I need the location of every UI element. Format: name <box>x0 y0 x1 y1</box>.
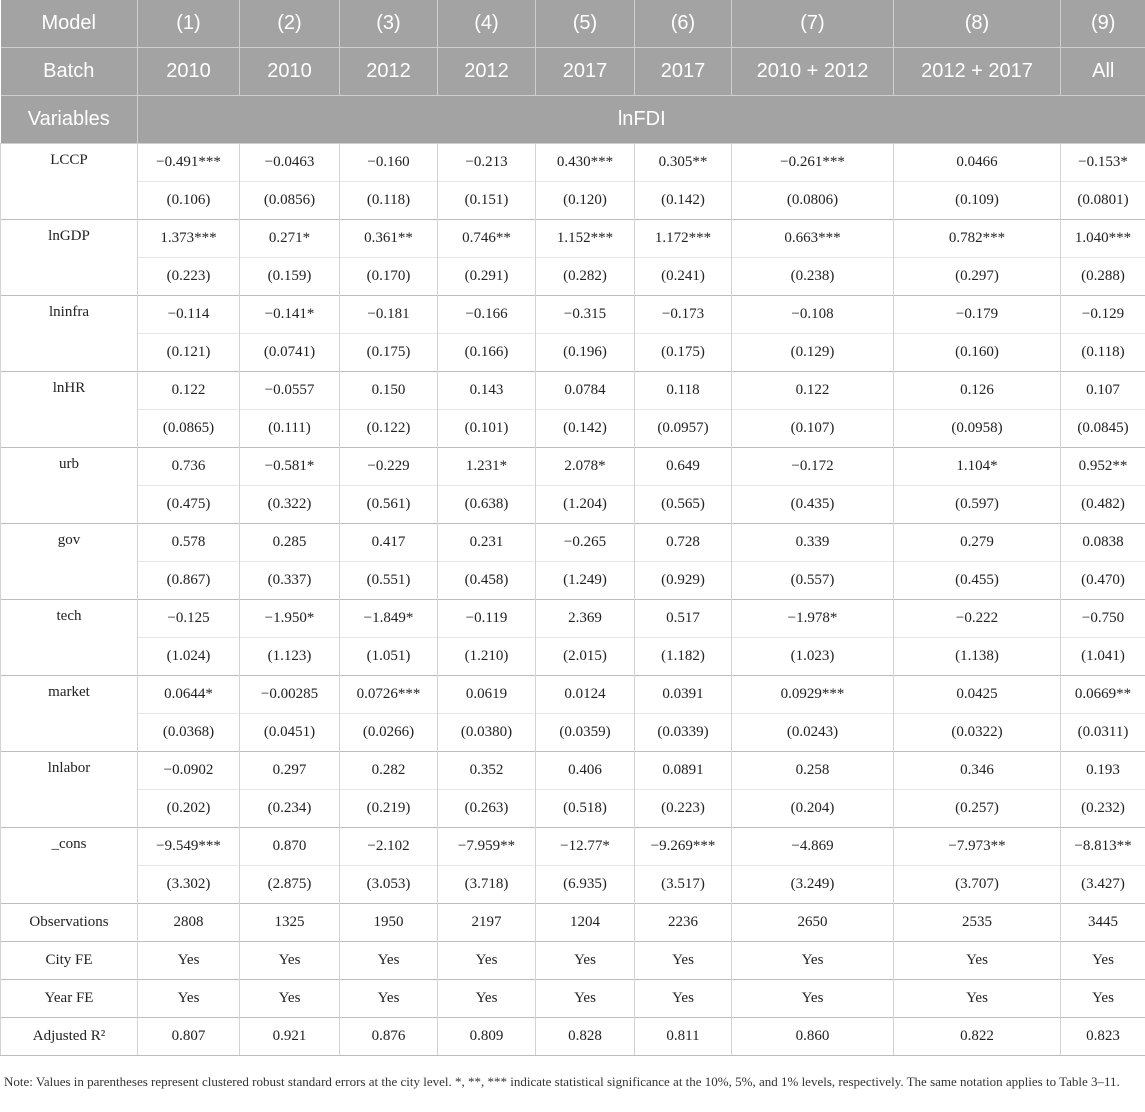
standard-error-cell: (0.291) <box>438 258 536 296</box>
variable-name: LCCP <box>1 144 138 220</box>
table-row <box>1 638 1145 676</box>
table-row <box>1 714 1145 752</box>
coefficient-cell: −0.181 <box>340 296 438 334</box>
standard-error-cell: (0.0311) <box>1061 714 1145 752</box>
standard-error-cell: (0.0266) <box>340 714 438 752</box>
standard-error-cell: (0.234) <box>240 790 340 828</box>
standard-error-cell: (2.875) <box>240 866 340 904</box>
statistic-name: Year FE <box>1 980 138 1018</box>
coefficient-cell: −0.265 <box>536 524 635 562</box>
coefficient-cell: −0.114 <box>138 296 240 334</box>
standard-error-cell: (0.106) <box>138 182 240 220</box>
standard-error-cell: (0.232) <box>1061 790 1145 828</box>
statistic-cell: 0.921 <box>240 1018 340 1056</box>
variable-name: lnGDP <box>1 220 138 296</box>
standard-error-cell: (0.0368) <box>138 714 240 752</box>
dependent-variable: lnFDI <box>138 96 1145 144</box>
table-body <box>1 144 1145 1056</box>
standard-error-cell: (0.166) <box>438 334 536 372</box>
standard-error-cell: (0.122) <box>340 410 438 448</box>
statistic-cell: Yes <box>732 980 894 1018</box>
standard-error-cell: (0.159) <box>240 258 340 296</box>
standard-error-cell: (0.0845) <box>1061 410 1145 448</box>
table-header <box>1 0 1145 144</box>
coefficient-cell: 0.649 <box>635 448 732 486</box>
statistic-cell: 2197 <box>438 904 536 942</box>
variable-name: gov <box>1 524 138 600</box>
coefficient-cell: −0.0902 <box>138 752 240 790</box>
coefficient-cell: −0.172 <box>732 448 894 486</box>
coefficient-cell: 0.0644* <box>138 676 240 714</box>
model-number: (9) <box>1061 0 1145 48</box>
standard-error-cell: (0.202) <box>138 790 240 828</box>
statistic-cell: Yes <box>138 942 240 980</box>
coefficient-cell: 0.578 <box>138 524 240 562</box>
standard-error-cell: (0.597) <box>894 486 1061 524</box>
batch-value: 2017 <box>536 48 635 96</box>
standard-error-cell: (1.210) <box>438 638 536 676</box>
standard-error-cell: (0.238) <box>732 258 894 296</box>
model-number: (7) <box>732 0 894 48</box>
statistic-cell: 0.807 <box>138 1018 240 1056</box>
coefficient-cell: 0.728 <box>635 524 732 562</box>
coefficient-cell: 0.193 <box>1061 752 1145 790</box>
statistic-cell: Yes <box>240 980 340 1018</box>
statistic-cell: 0.809 <box>438 1018 536 1056</box>
standard-error-cell: (0.0359) <box>536 714 635 752</box>
statistic-cell: 2808 <box>138 904 240 942</box>
standard-error-cell: (2.015) <box>536 638 635 676</box>
standard-error-cell: (1.051) <box>340 638 438 676</box>
variable-name: tech <box>1 600 138 676</box>
standard-error-cell: (0.101) <box>438 410 536 448</box>
coefficient-cell: 0.361** <box>340 220 438 258</box>
variable-name: _cons <box>1 828 138 904</box>
table-row <box>1 220 1145 258</box>
statistic-cell: Yes <box>340 980 438 1018</box>
batch-value: 2010 + 2012 <box>732 48 894 96</box>
table-note: Note: Values in parentheses represent clustered robust standard errors at the city level. *, **, *** indicate statistical significance at the 10%, 5%, and 1% levels, respectively. The same notation applies to Table 3–11. <box>4 1074 1120 1089</box>
coefficient-cell: 0.952** <box>1061 448 1145 486</box>
standard-error-cell: (0.0339) <box>635 714 732 752</box>
standard-error-cell: (3.053) <box>340 866 438 904</box>
statistic-cell: 2535 <box>894 904 1061 942</box>
statistic-cell: 2650 <box>732 904 894 942</box>
coefficient-cell: −7.959** <box>438 828 536 866</box>
coefficient-cell: −0.491*** <box>138 144 240 182</box>
standard-error-cell: (0.518) <box>536 790 635 828</box>
model-number: (1) <box>138 0 240 48</box>
statistic-cell: 1325 <box>240 904 340 942</box>
coefficient-cell: −0.00285 <box>240 676 340 714</box>
batch-value: 2012 + 2017 <box>894 48 1061 96</box>
table-row <box>1 562 1145 600</box>
table-row <box>1 448 1145 486</box>
standard-error-cell: (0.455) <box>894 562 1061 600</box>
standard-error-cell: (3.302) <box>138 866 240 904</box>
standard-error-cell: (1.182) <box>635 638 732 676</box>
coefficient-cell: 0.0619 <box>438 676 536 714</box>
standard-error-cell: (0.638) <box>438 486 536 524</box>
standard-error-cell: (0.0380) <box>438 714 536 752</box>
statistic-cell: 0.822 <box>894 1018 1061 1056</box>
coefficient-cell: 0.663*** <box>732 220 894 258</box>
standard-error-cell: (0.219) <box>340 790 438 828</box>
coefficient-cell: −0.0557 <box>240 372 340 410</box>
statistic-cell: Yes <box>732 942 894 980</box>
statistic-cell: 1204 <box>536 904 635 942</box>
model-number: (3) <box>340 0 438 48</box>
statistic-cell: Yes <box>894 980 1061 1018</box>
standard-error-cell: (0.297) <box>894 258 1061 296</box>
standard-error-cell: (6.935) <box>536 866 635 904</box>
coefficient-cell: −0.222 <box>894 600 1061 638</box>
statistic-cell: Yes <box>635 980 732 1018</box>
coefficient-cell: 0.0838 <box>1061 524 1145 562</box>
standard-error-cell: (0.263) <box>438 790 536 828</box>
coefficient-cell: −1.978* <box>732 600 894 638</box>
coefficient-cell: 1.373*** <box>138 220 240 258</box>
table-row <box>1 296 1145 334</box>
variable-name: urb <box>1 448 138 524</box>
standard-error-cell: (0.322) <box>240 486 340 524</box>
table-row <box>1 600 1145 638</box>
standard-error-cell: (0.0958) <box>894 410 1061 448</box>
coefficient-cell: 0.736 <box>138 448 240 486</box>
statistic-cell: 0.823 <box>1061 1018 1145 1056</box>
standard-error-cell: (0.0806) <box>732 182 894 220</box>
batch-value: All <box>1061 48 1145 96</box>
standard-error-cell: (0.118) <box>340 182 438 220</box>
table-row <box>1 524 1145 562</box>
standard-error-cell: (3.718) <box>438 866 536 904</box>
batch-value: 2012 <box>340 48 438 96</box>
coefficient-cell: 0.346 <box>894 752 1061 790</box>
coefficient-cell: −0.581* <box>240 448 340 486</box>
standard-error-cell: (0.482) <box>1061 486 1145 524</box>
batch-row <box>1 48 1145 96</box>
statistic-cell: Yes <box>1061 942 1145 980</box>
coefficient-cell: 0.231 <box>438 524 536 562</box>
table-row <box>1 790 1145 828</box>
coefficient-cell: 0.0124 <box>536 676 635 714</box>
model-number: (8) <box>894 0 1061 48</box>
standard-error-cell: (1.023) <box>732 638 894 676</box>
coefficient-cell: −0.108 <box>732 296 894 334</box>
standard-error-cell: (1.123) <box>240 638 340 676</box>
standard-error-cell: (0.109) <box>894 182 1061 220</box>
statistic-cell: 0.860 <box>732 1018 894 1056</box>
coefficient-cell: −0.160 <box>340 144 438 182</box>
coefficient-cell: −2.102 <box>340 828 438 866</box>
table-row <box>1 942 1145 980</box>
statistic-cell: Yes <box>438 942 536 980</box>
coefficient-cell: −0.153* <box>1061 144 1145 182</box>
standard-error-cell: (0.142) <box>536 410 635 448</box>
standard-error-cell: (0.107) <box>732 410 894 448</box>
coefficient-cell: −0.0463 <box>240 144 340 182</box>
standard-error-cell: (0.867) <box>138 562 240 600</box>
batch-value: 2010 <box>138 48 240 96</box>
standard-error-cell: (3.427) <box>1061 866 1145 904</box>
table-row <box>1 904 1145 942</box>
variable-name: lninfra <box>1 296 138 372</box>
coefficient-cell: −1.950* <box>240 600 340 638</box>
coefficient-cell: 0.352 <box>438 752 536 790</box>
coefficient-cell: 0.150 <box>340 372 438 410</box>
model-number: (4) <box>438 0 536 48</box>
coefficient-cell: 0.0391 <box>635 676 732 714</box>
coefficient-cell: −0.750 <box>1061 600 1145 638</box>
coefficient-cell: −7.973** <box>894 828 1061 866</box>
coefficient-cell: 2.369 <box>536 600 635 638</box>
coefficient-cell: 1.172*** <box>635 220 732 258</box>
standard-error-cell: (0.151) <box>438 182 536 220</box>
coefficient-cell: 0.0929*** <box>732 676 894 714</box>
standard-error-cell: (3.249) <box>732 866 894 904</box>
coefficient-cell: 0.339 <box>732 524 894 562</box>
standard-error-cell: (0.557) <box>732 562 894 600</box>
coefficient-cell: 2.078* <box>536 448 635 486</box>
standard-error-cell: (1.204) <box>536 486 635 524</box>
coefficient-cell: 0.870 <box>240 828 340 866</box>
coefficient-cell: 1.040*** <box>1061 220 1145 258</box>
table-row <box>1 182 1145 220</box>
statistic-cell: 2236 <box>635 904 732 942</box>
standard-error-cell: (3.517) <box>635 866 732 904</box>
statistic-name: City FE <box>1 942 138 980</box>
table-row <box>1 1018 1145 1056</box>
coefficient-cell: 0.0466 <box>894 144 1061 182</box>
coefficient-cell: 0.417 <box>340 524 438 562</box>
standard-error-cell: (1.041) <box>1061 638 1145 676</box>
table-row <box>1 676 1145 714</box>
standard-error-cell: (1.024) <box>138 638 240 676</box>
model-number: (5) <box>536 0 635 48</box>
variables-row <box>1 96 1145 144</box>
coefficient-cell: 0.746** <box>438 220 536 258</box>
statistic-cell: 3445 <box>1061 904 1145 942</box>
standard-error-cell: (0.0451) <box>240 714 340 752</box>
coefficient-cell: 0.271* <box>240 220 340 258</box>
standard-error-cell: (0.470) <box>1061 562 1145 600</box>
coefficient-cell: −0.119 <box>438 600 536 638</box>
table-row <box>1 486 1145 524</box>
coefficient-cell: 0.782*** <box>894 220 1061 258</box>
statistic-cell: Yes <box>340 942 438 980</box>
coefficient-cell: −8.813** <box>1061 828 1145 866</box>
standard-error-cell: (0.282) <box>536 258 635 296</box>
statistic-cell: Yes <box>138 980 240 1018</box>
statistic-cell: Yes <box>635 942 732 980</box>
coefficient-cell: −12.77* <box>536 828 635 866</box>
coefficient-cell: −0.129 <box>1061 296 1145 334</box>
standard-error-cell: (0.204) <box>732 790 894 828</box>
coefficient-cell: 0.517 <box>635 600 732 638</box>
standard-error-cell: (1.138) <box>894 638 1061 676</box>
standard-error-cell: (0.288) <box>1061 258 1145 296</box>
standard-error-cell: (0.120) <box>536 182 635 220</box>
coefficient-cell: 1.231* <box>438 448 536 486</box>
model-row <box>1 0 1145 48</box>
coefficient-cell: −0.141* <box>240 296 340 334</box>
standard-error-cell: (0.129) <box>732 334 894 372</box>
coefficient-cell: 0.0784 <box>536 372 635 410</box>
coefficient-cell: 0.107 <box>1061 372 1145 410</box>
coefficient-cell: −0.166 <box>438 296 536 334</box>
statistic-name: Adjusted R² <box>1 1018 138 1056</box>
coefficient-cell: 0.285 <box>240 524 340 562</box>
statistic-cell: Yes <box>894 942 1061 980</box>
statistic-cell: Yes <box>536 942 635 980</box>
variable-name: lnHR <box>1 372 138 448</box>
statistic-cell: 0.876 <box>340 1018 438 1056</box>
standard-error-cell: (0.458) <box>438 562 536 600</box>
standard-error-cell: (0.223) <box>138 258 240 296</box>
standard-error-cell: (0.565) <box>635 486 732 524</box>
coefficient-cell: −4.869 <box>732 828 894 866</box>
standard-error-cell: (0.551) <box>340 562 438 600</box>
coefficient-cell: 1.104* <box>894 448 1061 486</box>
coefficient-cell: −0.229 <box>340 448 438 486</box>
table-row <box>1 980 1145 1018</box>
model-number: (2) <box>240 0 340 48</box>
table-row <box>1 144 1145 182</box>
standard-error-cell: (0.0801) <box>1061 182 1145 220</box>
standard-error-cell: (0.337) <box>240 562 340 600</box>
coefficient-cell: 0.143 <box>438 372 536 410</box>
standard-error-cell: (0.111) <box>240 410 340 448</box>
table-row <box>1 752 1145 790</box>
table-row <box>1 258 1145 296</box>
coefficient-cell: 0.122 <box>138 372 240 410</box>
standard-error-cell: (0.475) <box>138 486 240 524</box>
coefficient-cell: 0.118 <box>635 372 732 410</box>
standard-error-cell: (0.175) <box>340 334 438 372</box>
statistic-cell: 0.828 <box>536 1018 635 1056</box>
coefficient-cell: 0.305** <box>635 144 732 182</box>
standard-error-cell: (0.175) <box>635 334 732 372</box>
standard-error-cell: (0.241) <box>635 258 732 296</box>
table-row <box>1 334 1145 372</box>
standard-error-cell: (0.0856) <box>240 182 340 220</box>
standard-error-cell: (0.142) <box>635 182 732 220</box>
statistic-name: Observations <box>1 904 138 942</box>
batch-value: 2012 <box>438 48 536 96</box>
table-row <box>1 828 1145 866</box>
standard-error-cell: (0.435) <box>732 486 894 524</box>
coefficient-cell: −0.179 <box>894 296 1061 334</box>
coefficient-cell: −0.315 <box>536 296 635 334</box>
standard-error-cell: (0.0243) <box>732 714 894 752</box>
coefficient-cell: 0.0726*** <box>340 676 438 714</box>
coefficient-cell: 0.430*** <box>536 144 635 182</box>
coefficient-cell: 0.279 <box>894 524 1061 562</box>
standard-error-cell: (0.121) <box>138 334 240 372</box>
coefficient-cell: −1.849* <box>340 600 438 638</box>
standard-error-cell: (0.196) <box>536 334 635 372</box>
statistic-cell: Yes <box>438 980 536 1018</box>
coefficient-cell: 0.0891 <box>635 752 732 790</box>
model-number: (6) <box>635 0 732 48</box>
coefficient-cell: −0.125 <box>138 600 240 638</box>
coefficient-cell: 0.297 <box>240 752 340 790</box>
standard-error-cell: (0.0865) <box>138 410 240 448</box>
variable-name: market <box>1 676 138 752</box>
statistic-cell: 0.811 <box>635 1018 732 1056</box>
standard-error-cell: (0.160) <box>894 334 1061 372</box>
standard-error-cell: (0.0957) <box>635 410 732 448</box>
standard-error-cell: (1.249) <box>536 562 635 600</box>
batch-label: Batch <box>1 48 138 96</box>
standard-error-cell: (0.929) <box>635 562 732 600</box>
standard-error-cell: (0.561) <box>340 486 438 524</box>
standard-error-cell: (0.0322) <box>894 714 1061 752</box>
coefficient-cell: −0.213 <box>438 144 536 182</box>
coefficient-cell: 1.152*** <box>536 220 635 258</box>
standard-error-cell: (0.257) <box>894 790 1061 828</box>
table-row <box>1 866 1145 904</box>
coefficient-cell: −0.173 <box>635 296 732 334</box>
coefficient-cell: 0.282 <box>340 752 438 790</box>
coefficient-cell: 0.122 <box>732 372 894 410</box>
statistic-cell: Yes <box>536 980 635 1018</box>
statistic-cell: 1950 <box>340 904 438 942</box>
coefficient-cell: 0.126 <box>894 372 1061 410</box>
coefficient-cell: 0.406 <box>536 752 635 790</box>
variables-label: Variables <box>1 96 138 144</box>
batch-value: 2017 <box>635 48 732 96</box>
table-row <box>1 372 1145 410</box>
coefficient-cell: −0.261*** <box>732 144 894 182</box>
batch-value: 2010 <box>240 48 340 96</box>
standard-error-cell: (0.118) <box>1061 334 1145 372</box>
variable-name: lnlabor <box>1 752 138 828</box>
table-row <box>1 410 1145 448</box>
coefficient-cell: 0.258 <box>732 752 894 790</box>
coefficient-cell: 0.0669** <box>1061 676 1145 714</box>
model-label: Model <box>1 0 138 48</box>
coefficient-cell: −9.549*** <box>138 828 240 866</box>
coefficient-cell: −9.269*** <box>635 828 732 866</box>
standard-error-cell: (0.223) <box>635 790 732 828</box>
statistic-cell: Yes <box>1061 980 1145 1018</box>
statistic-cell: Yes <box>240 942 340 980</box>
standard-error-cell: (0.170) <box>340 258 438 296</box>
standard-error-cell: (3.707) <box>894 866 1061 904</box>
standard-error-cell: (0.0741) <box>240 334 340 372</box>
coefficient-cell: 0.0425 <box>894 676 1061 714</box>
